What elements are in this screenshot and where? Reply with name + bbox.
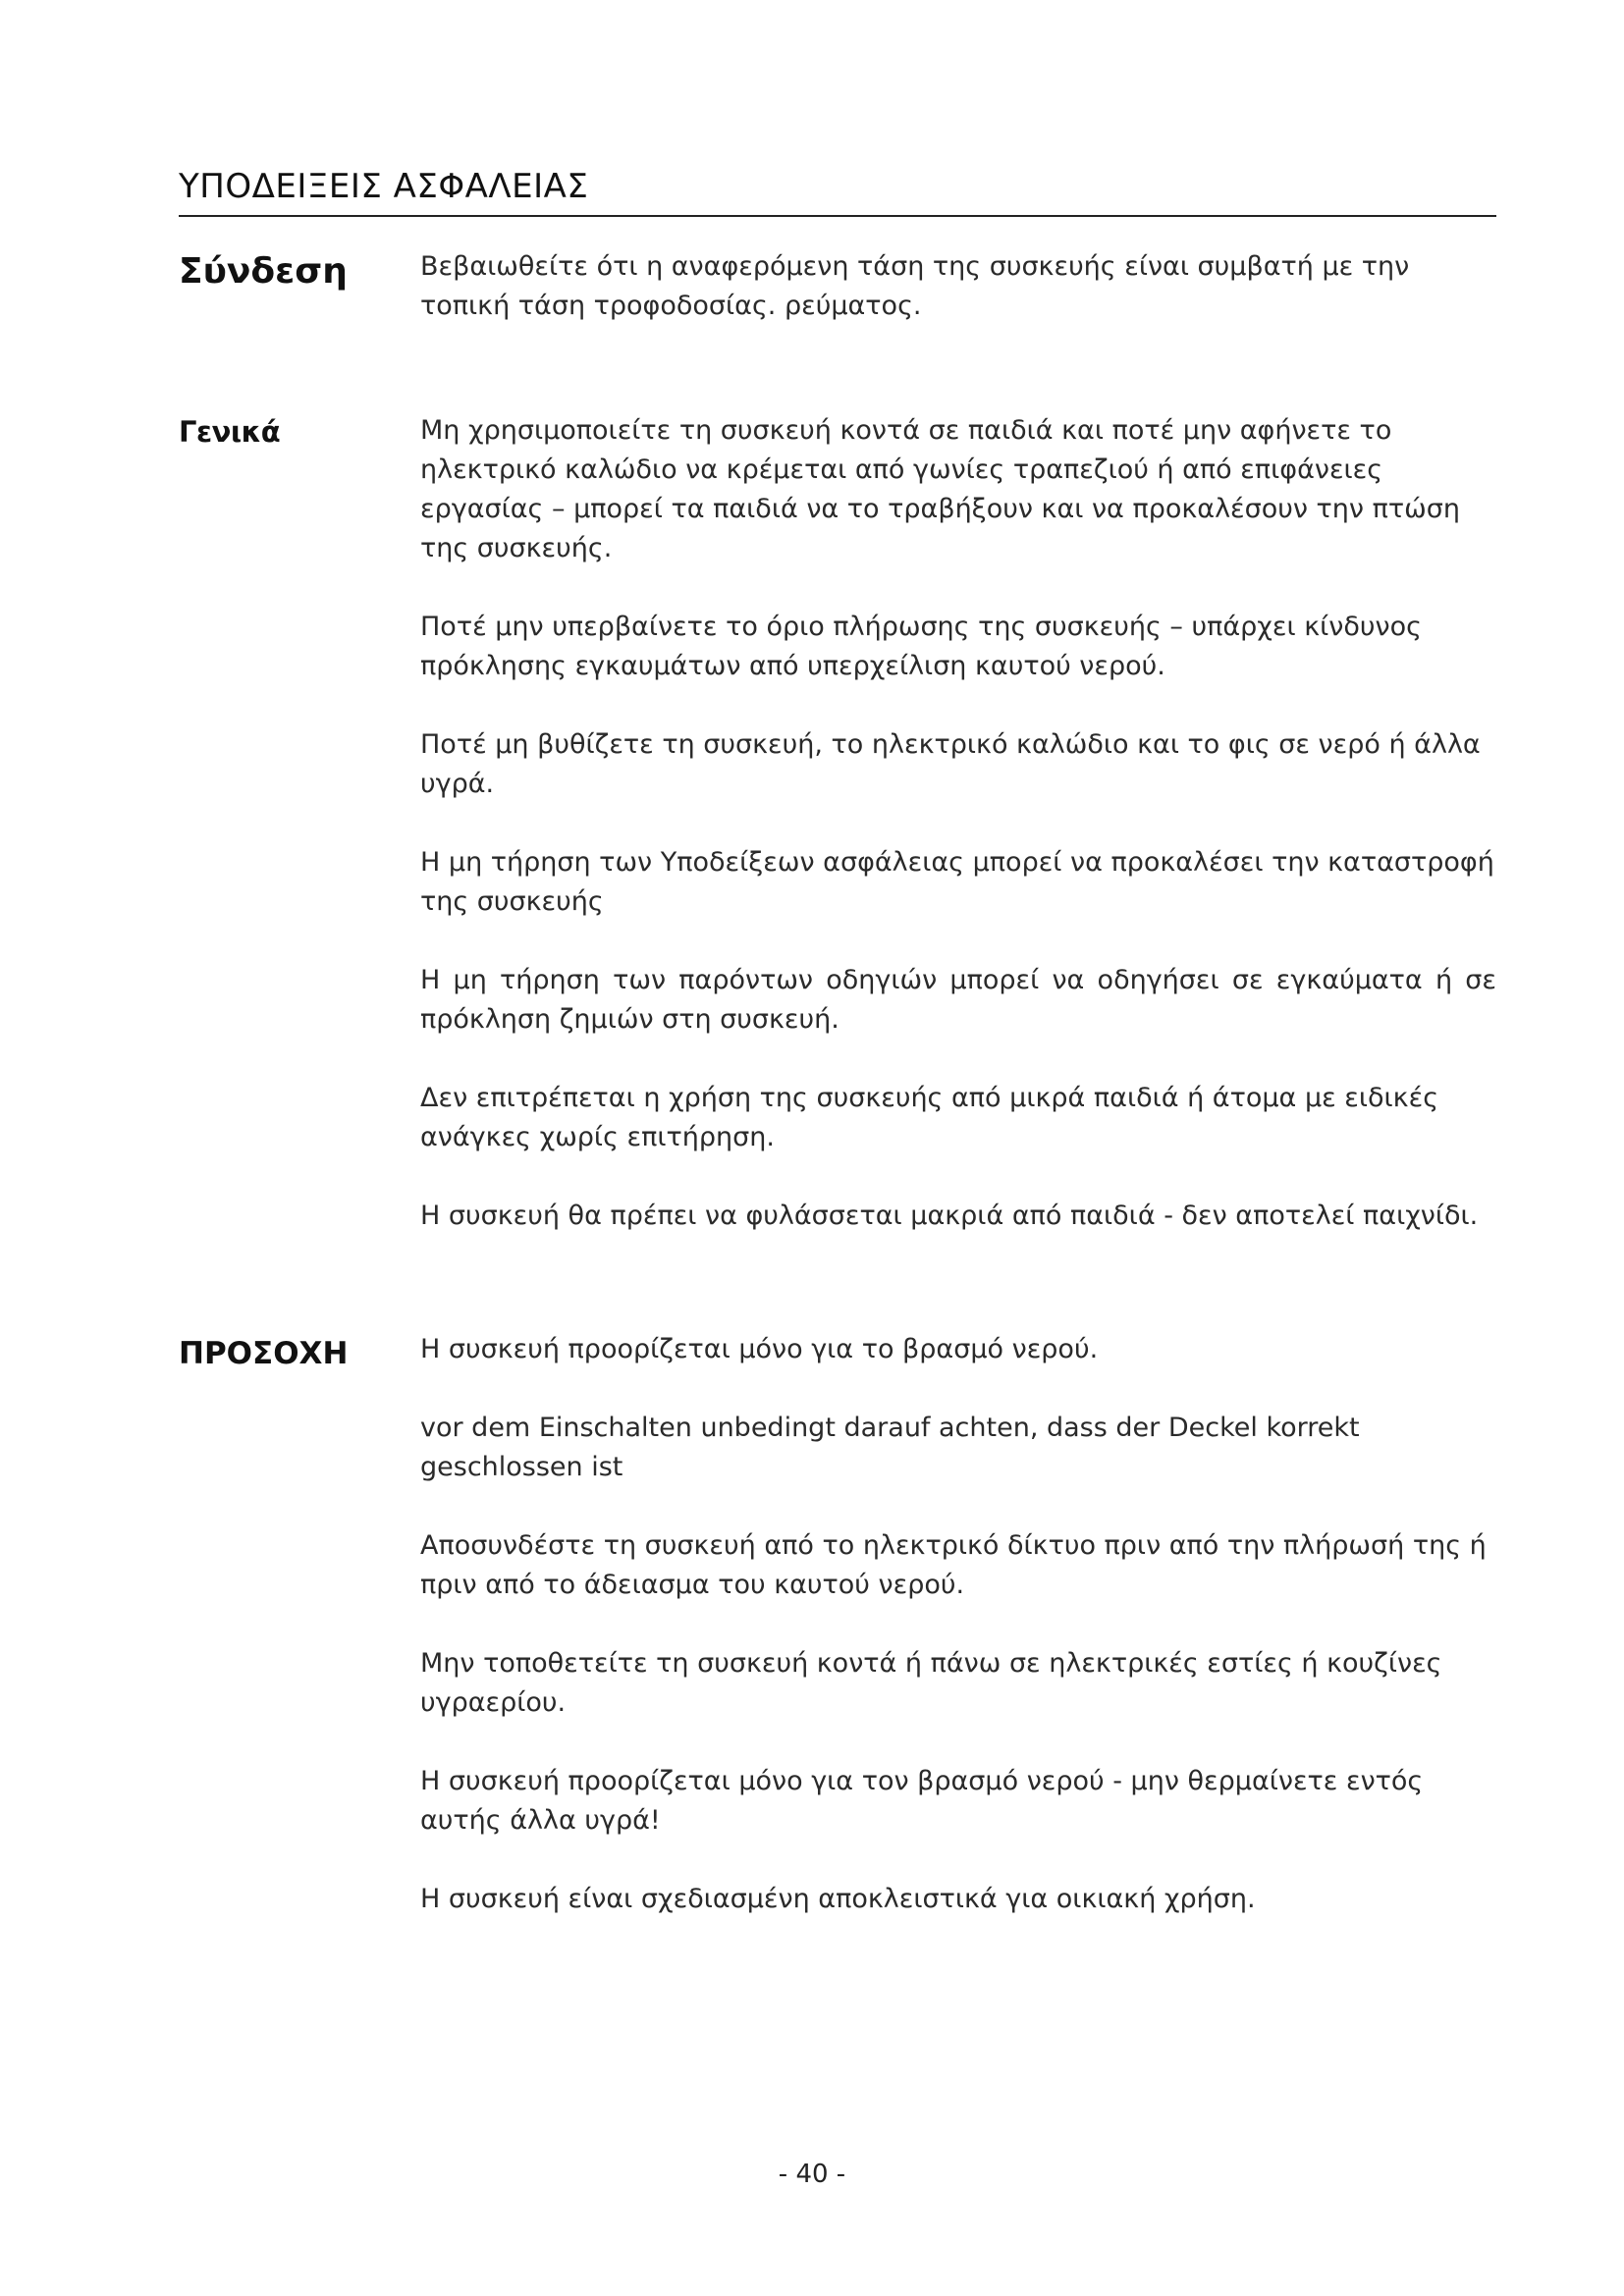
section-label-caution: ΠΡΟΣΟΧΗ xyxy=(179,1336,349,1371)
section-label-general: Γενικά xyxy=(179,415,281,449)
page-heading: ΥΠΟΔΕΙΞΕΙΣ ΑΣΦΑΛΕΙΑΣ xyxy=(179,167,589,206)
page-number: - 40 - xyxy=(778,2160,846,2189)
paragraph: Η συσκευή θα πρέπει να φυλάσσεται μακριά από παιδιά - δεν αποτελεί παιχνίδι. xyxy=(420,1201,1479,1231)
paragraph: vor dem Einschalten unbedingt darauf achten, dass der Deckel korrekt geschlossen ist xyxy=(420,1413,1360,1482)
paragraph: Η μη τήρηση των Υποδείξεων ασφάλειας μπορεί να προκαλέσει την καταστροφή της συσκευής xyxy=(420,847,1494,917)
paragraph: Η συσκευή προορίζεται μόνο για το βρασμό νερού. xyxy=(420,1334,1099,1364)
paragraph: Μη χρησιμοποιείτε τη συσκευή κοντά σε παιδιά και ποτέ μην αφήνετε το ηλεκτρικό καλώδιο να κρέμεται από γωνίες τραπεζιού ή από επιφάνειες εργασίας – μπορεί τα παιδιά να το τραβήξουν και να προκαλέσουν την πτώση της συσκευής. xyxy=(420,415,1460,563)
paragraph: Η συσκευή είναι σχεδιασμένη αποκλειστικά για οικιακή χρήση. xyxy=(420,1884,1256,1914)
paragraph: Η μη τήρηση των παρόντων οδηγιών μπορεί να οδηγήσει σε εγκαύματα ή σε πρόκληση ζημιών στη συσκευή. xyxy=(420,965,1496,1035)
paragraph: Βεβαιωθείτε ότι η αναφερόμενη τάση της συσκευής είναι συμβατή με την τοπική τάση τροφοδοσίας. ρεύματος. xyxy=(420,251,1410,321)
section-body-general xyxy=(420,411,1496,1275)
section-body-caution xyxy=(420,1330,1496,1958)
paragraph: Ποτέ μη βυθίζετε τη συσκευή, το ηλεκτρικό καλώδιο και το φις σε νερό ή άλλα υγρά. xyxy=(420,729,1481,799)
section-label-connection: Σύνδεση xyxy=(179,251,348,292)
section-body-connection xyxy=(420,247,1496,365)
paragraph: Η συσκευή προορίζεται μόνο για τον βρασμό νερού - μην θερμαίνετε εντός αυτής άλλα υγρά! xyxy=(420,1766,1424,1836)
paragraph: Αποσυνδέστε τη συσκευή από το ηλεκτρικό δίκτυο πριν από την πλήρωσή της ή πριν από το άδειασμα του καυτού νερού. xyxy=(420,1530,1487,1600)
heading-divider xyxy=(179,215,1496,217)
paragraph: Ποτέ μην υπερβαίνετε το όριο πλήρωσης της συσκευής – υπάρχει κίνδυνος πρόκλησης εγκαυμάτων από υπερχείλιση καυτού νερού. xyxy=(420,612,1422,681)
paragraph: Δεν επιτρέπεται η χρήση της συσκευής από μικρά παιδιά ή άτομα με ειδικές ανάγκες χωρίς επιτήρηση. xyxy=(420,1083,1439,1152)
paragraph: Μην τοποθετείτε τη συσκευή κοντά ή πάνω σε ηλεκτρικές εστίες ή κουζίνες υγραερίου. xyxy=(420,1648,1442,1718)
